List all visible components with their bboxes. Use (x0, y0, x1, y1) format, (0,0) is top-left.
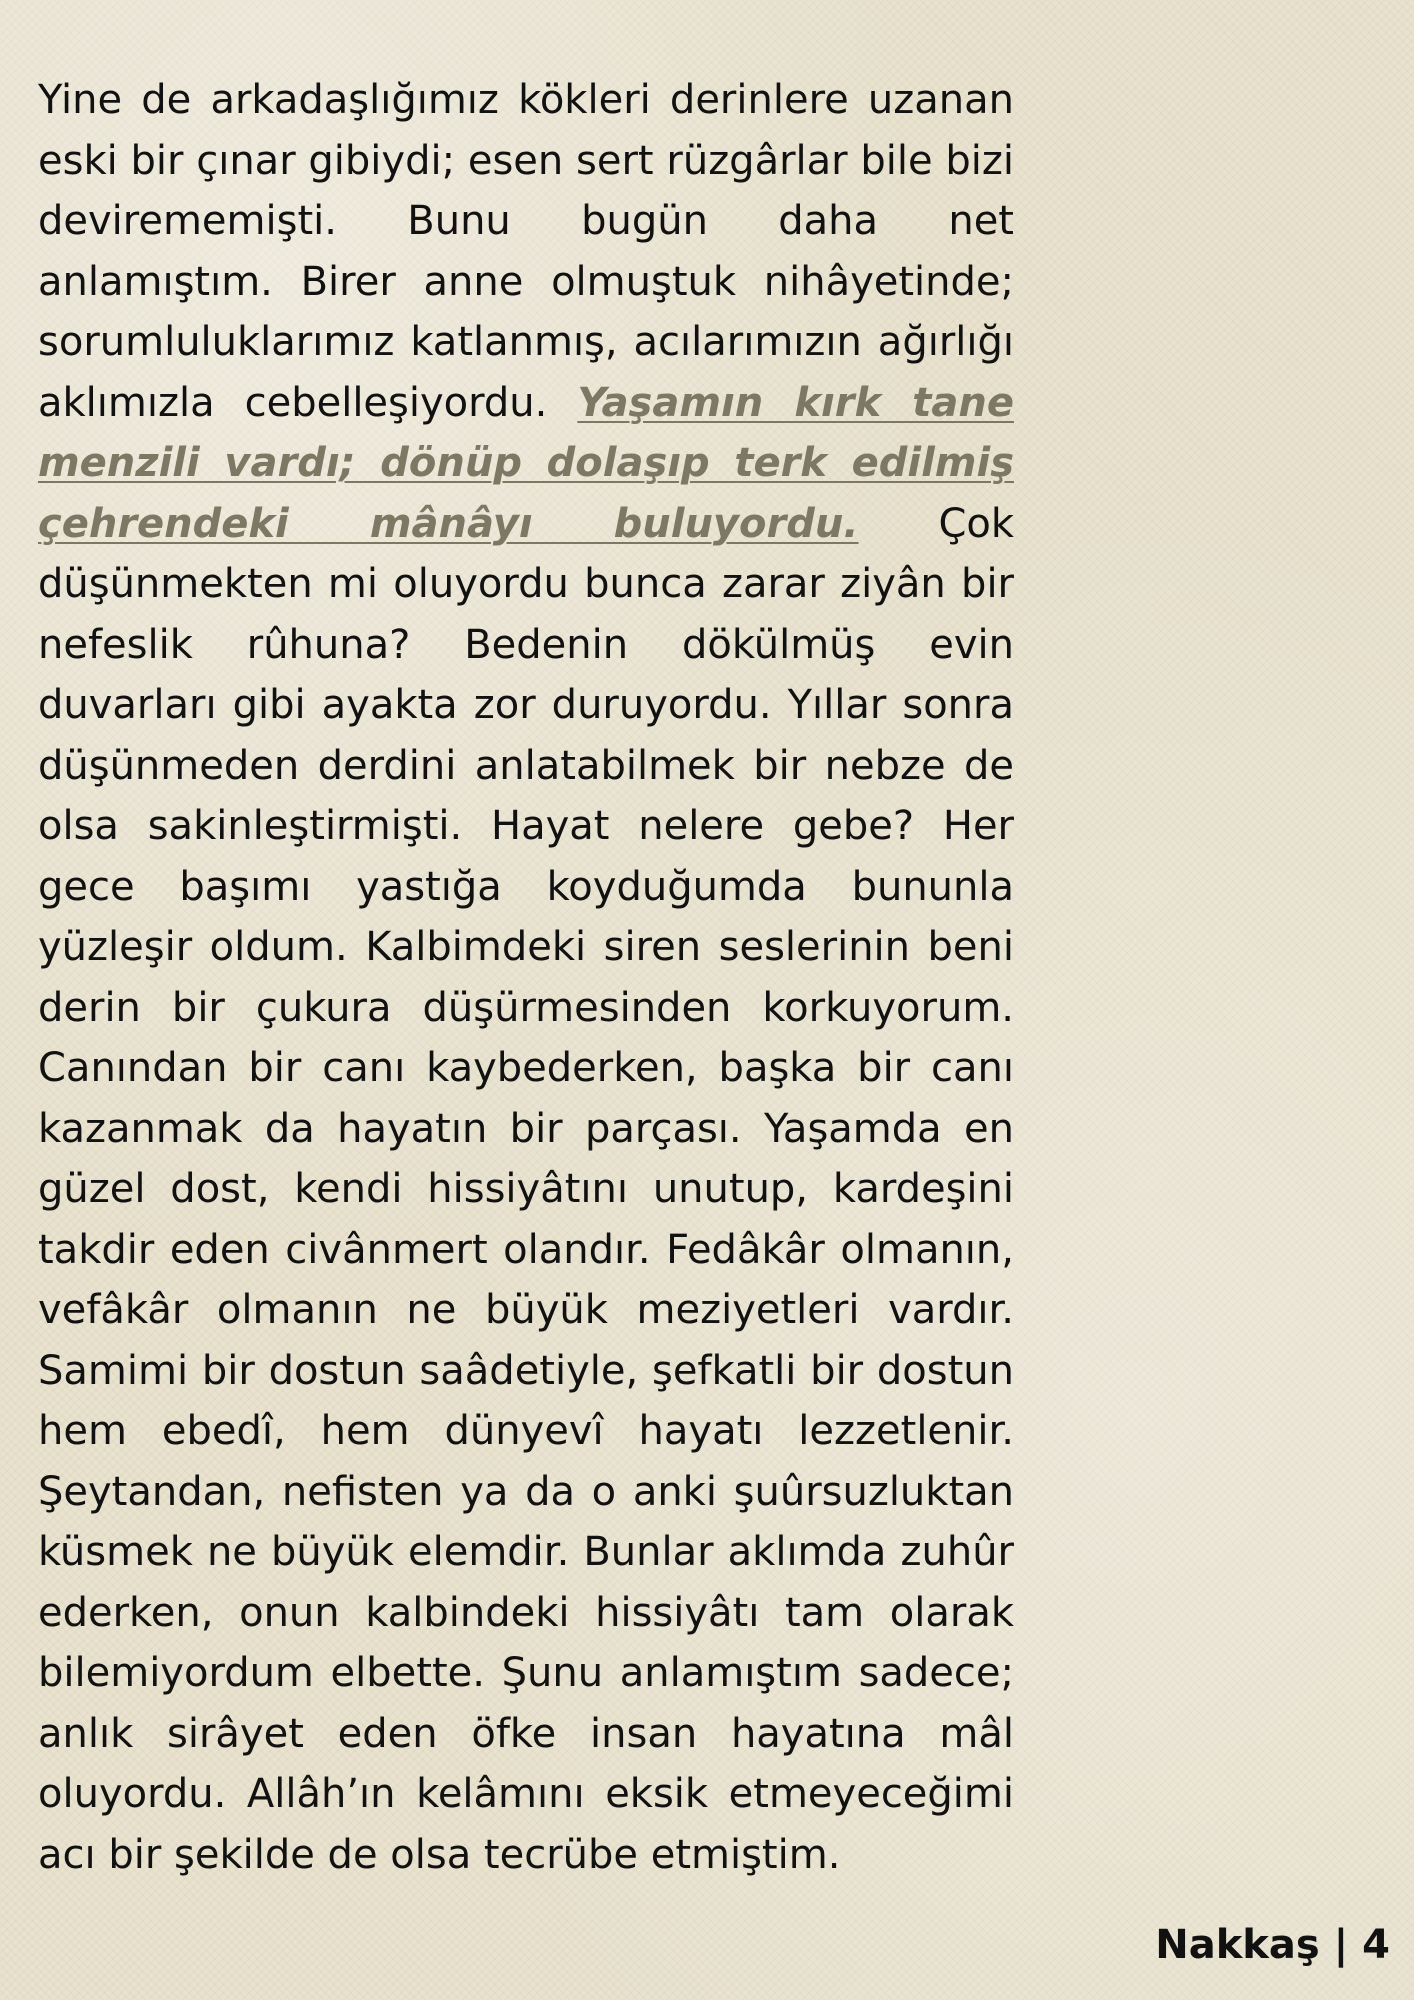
page-footer: Nakkaş | 4 (1155, 1922, 1390, 1968)
body-text-before: Yine de arkadaşlığımız kökleri derinlere uzanan eski bir çınar gibiydi; esen sert rüzgârlar bile bizi devirememişti. Bunu bugün daha net anlamıştım. Birer anne olmuştuk nihâyetinde; sorumluluklarımız katlanmış, acılarımızın ağırlığı aklımızla cebelleşiyordu. (38, 77, 1014, 426)
body-text-after: Çok düşünmekten mi oluyordu bunca zarar ziyân bir nefeslik rûhuna? Bedenin dökülmüş evin duvarları gibi ayakta zor duruyordu. Yıllar sonra düşünmeden derdini anlatabilmek bir nebze de olsa sakinleştirmişti. Hayat nelere gebe? Her gece başımı yastığa koyduğumda bununla yüzleşir oldum. Kalbimdeki siren seslerinin beni derin bir çukura düşürmesinden korkuyorum. Canından bir canı kaybederken, başka bir canı kazanmak da hayatın bir parçası. Yaşamda en güzel dost, kendi hissiyâtını unutup, kardeşini takdir eden civânmert olandır. Fedâkâr olmanın, vefâkâr olmanın ne büyük meziyetleri vardır. Samimi bir dostun saâdetiyle, şefkatli bir dostun hem ebedî, hem dünyevî hayatı lezzetlenir. Şeytandan, nefisten ya da o anki şuûrsuzluktan küsmek ne büyük elemdir. Bunlar aklımda zuhûr ederken, onun kalbindeki hissiyâtı tam olarak bilemiyordum elbette. Şunu anlamıştım sadece; anlık sirâyet eden öfke insan hayatına mâl oluyordu. Allâh’ın kelâmını eksik etmeyeceğimi acı bir şekilde de olsa tecrübe etmiştim. (38, 500, 1015, 1878)
body-paragraph (38, 70, 1014, 1885)
highlighted-quote: Yaşamın kırk tane menzili vardı; dönüp dolaşıp terk edilmiş çehrendeki mânâyı buluyordu. (38, 379, 1014, 547)
